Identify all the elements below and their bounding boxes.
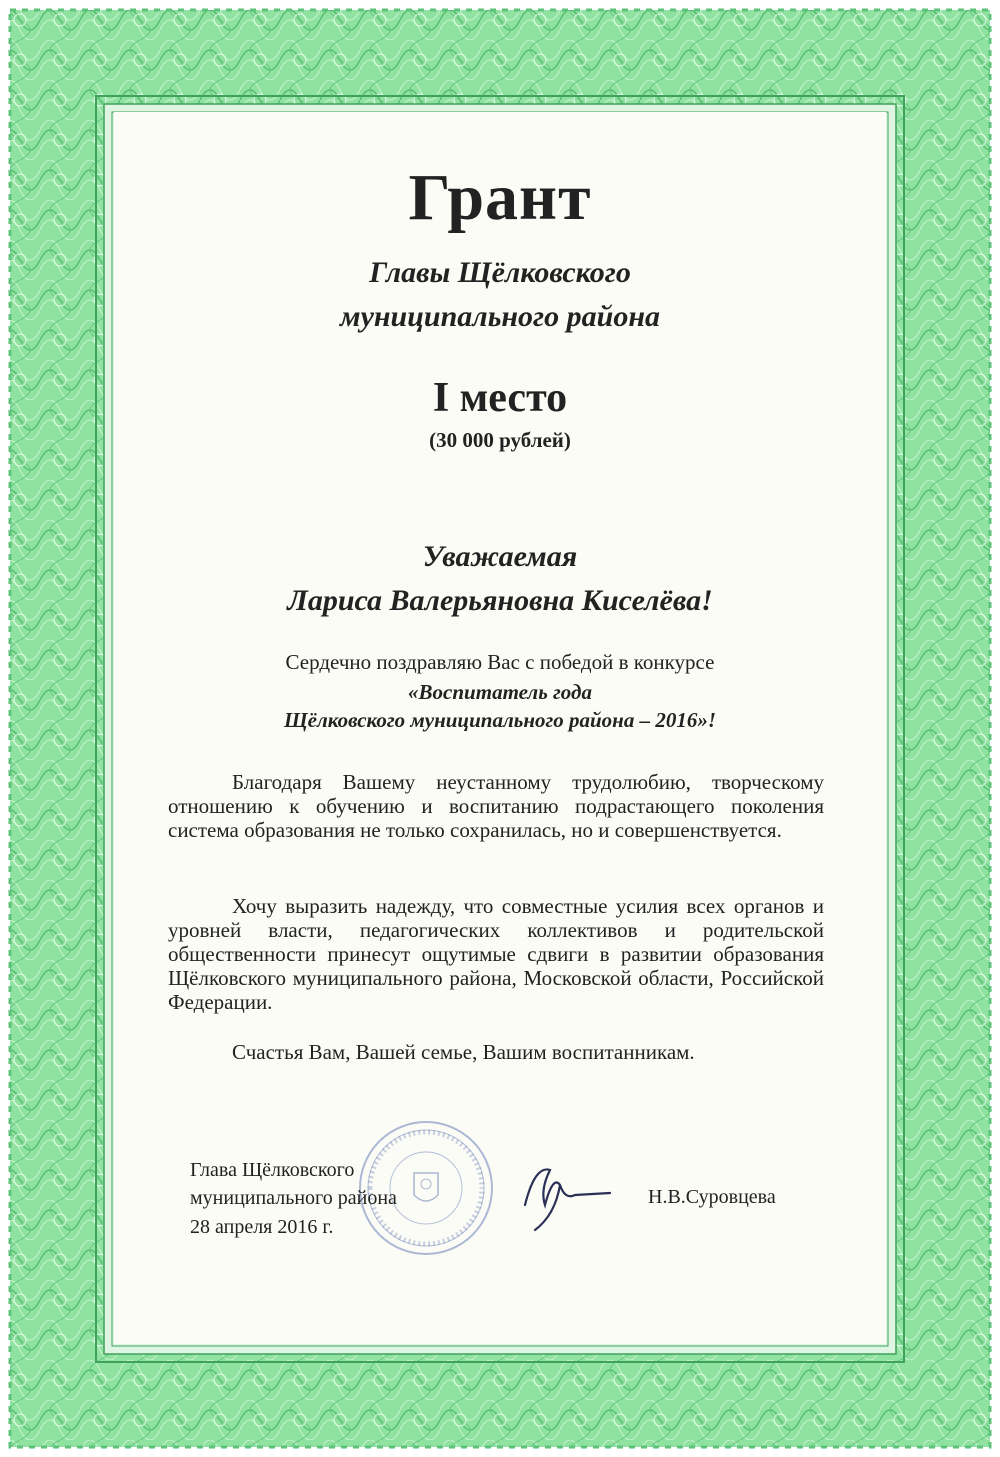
- issue-date: 28 апреля 2016 г.: [190, 1216, 334, 1238]
- paragraph-hope: Хочу выразить надежду, что совместные усилия всех органов и уровней власти, педагогических коллективов и родительской общественности принесут ощутимые сдвиги в развитии образования Щёлковского муниципального района, Московской области, Российской Федерации.: [168, 894, 824, 1014]
- handwritten-signature: [505, 1145, 615, 1235]
- subtitle-line-1: Главы Щёлковского: [369, 256, 631, 289]
- paragraph-gratitude: Благодаря Вашему неустанному трудолюбию, творческому отношению к обучению и воспитанию подрастающего поколения система образования не только сохранилась, но и совершенствуется.: [168, 770, 824, 842]
- signatory-position: [190, 1156, 397, 1212]
- contest-name-line-1: «Воспитатель года: [408, 680, 592, 704]
- grant-amount: (30 000 рублей): [429, 428, 571, 452]
- signatory-name: Н.В.Суровцева: [648, 1186, 776, 1208]
- closing-wishes: Счастья Вам, Вашей семье, Вашим воспитанникам.: [232, 1040, 695, 1064]
- certificate-title: Грант: [408, 161, 592, 234]
- position-line-2: муниципального района: [190, 1187, 397, 1209]
- congratulation-line: Сердечно поздравляю Вас с победой в конкурсе: [285, 650, 715, 674]
- position-line-1: Глава Щёлковского: [190, 1159, 355, 1181]
- greeting-line-1: Уважаемая: [422, 540, 578, 573]
- subtitle-line-2: муниципального района: [340, 300, 660, 333]
- contest-name-line-2: Щёлковского муниципального района – 2016»!: [284, 708, 716, 732]
- recipient-name: Лариса Валерьяновна Киселёва!: [287, 584, 713, 617]
- place-label: I место: [432, 375, 568, 421]
